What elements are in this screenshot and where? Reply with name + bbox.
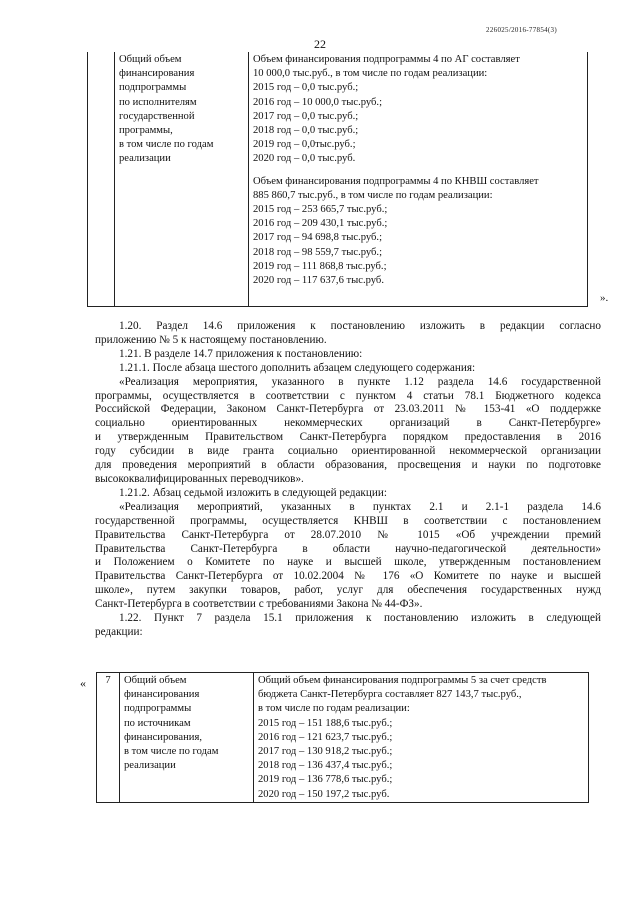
label-line: Общий объем bbox=[119, 54, 182, 65]
body-text bbox=[95, 320, 601, 640]
financing-line: 2015 год – 253 665,7 тыс.руб.; bbox=[253, 204, 388, 216]
financing-line: 10 000,0 тыс.руб., в том числе по годам реализации: bbox=[253, 68, 488, 80]
label-line: реализации bbox=[124, 760, 176, 772]
body-line: «Реализация мероприятия, указанного в пункте 1.12 раздела 14.6 государственной bbox=[119, 375, 601, 388]
body-line: программы, осуществляется в соответствии с пунктом 4 статьи 78.1 Бюджетного кодекса bbox=[95, 389, 601, 402]
label-line: подпрограммы bbox=[124, 703, 192, 715]
label-line: программы, bbox=[119, 125, 173, 137]
body-line: школе», путем закупки товаров, работ, услуг для обеспечения государственных нужд bbox=[95, 584, 601, 597]
body-line: «Реализация мероприятий, указанных в пунктах 2.1 и 2.1-1 раздела 14.6 bbox=[119, 500, 601, 513]
body-line: году субсидии в виде гранта социально ориентированной некоммерческой организации bbox=[95, 445, 601, 458]
label-line: в том числе по годам bbox=[124, 746, 219, 758]
financing-line: 2018 год – 136 437,4 тыс.руб.; bbox=[258, 760, 393, 772]
body-line: Российской Федерации, Законом Санкт-Петербурга от 23.03.2011 № 153-41 «О поддержке bbox=[95, 403, 601, 416]
label-line: реализации bbox=[119, 153, 171, 165]
label-cell bbox=[115, 52, 249, 307]
financing-line: 2017 год – 0,0 тыс.руб.; bbox=[253, 110, 359, 122]
financing-line: Объем финансирования подпрограммы 4 по АГ составляет bbox=[253, 54, 520, 65]
financing-line: 885 860,7 тыс.руб., в том числе по годам реализации: bbox=[253, 189, 493, 201]
financing-line: в том числе по годам реализации: bbox=[258, 703, 410, 715]
financing-line: 2020 год – 0,0 тыс.руб. bbox=[253, 153, 356, 165]
financing-line: 2019 год – 136 778,6 тыс.руб.; bbox=[258, 774, 393, 786]
label-line: финансирования bbox=[124, 689, 200, 701]
financing-line: Объем финансирования подпрограммы 4 по КНВШ составляет bbox=[253, 175, 539, 187]
body-line: 1.21. В разделе 14.7 приложения к постановлению: bbox=[119, 347, 363, 360]
body-line: 1.20. Раздел 14.6 приложения к постановлению изложить в редакции согласно bbox=[119, 320, 601, 332]
financing-line: бюджета Санкт-Петербурга составляет 827 143,7 тыс.руб., bbox=[258, 689, 522, 701]
closing-quote: ». bbox=[600, 292, 609, 304]
financing-line: 2019 год – 111 868,8 тыс.руб.; bbox=[253, 260, 387, 272]
body-line: 1.21.2. Абзац седьмой изложить в следующей редакции: bbox=[119, 486, 387, 499]
body-line: приложению № 5 к настоящему постановлению. bbox=[95, 333, 327, 346]
financing-table-top bbox=[87, 52, 588, 307]
body-line: редакции: bbox=[95, 625, 143, 638]
page-number: 22 bbox=[314, 37, 326, 51]
financing-line: 2017 год – 130 918,2 тыс.руб.; bbox=[258, 746, 393, 758]
financing-line: 2020 год – 117 637,6 тыс.руб. bbox=[253, 275, 384, 287]
value-cell bbox=[254, 673, 589, 803]
budget-financing-block bbox=[258, 674, 584, 802]
empty-number-cell bbox=[88, 52, 115, 307]
financing-line: 2020 год – 150 197,2 тыс.руб. bbox=[258, 788, 390, 800]
body-line: Правительства Санкт-Петербурга в области научно-педагогической деятельности» bbox=[95, 542, 601, 555]
body-line: 1.21.1. После абзаца шестого дополнить абзацем следующего содержания: bbox=[119, 361, 476, 374]
label-line: подпрограммы bbox=[119, 82, 187, 94]
body-line: и Положением о Комитете по науке и высшей школе, утвержденным постановлением bbox=[95, 556, 601, 569]
body-line: Санкт-Петербурга в соответствии с требованиями Закона № 44-ФЗ». bbox=[95, 598, 423, 611]
financing-line: Общий объем финансирования подпрограммы 5 за счет средств bbox=[258, 675, 547, 686]
body-line: 1.22. Пункт 7 раздела 15.1 приложения к постановлению изложить в следующей bbox=[119, 612, 601, 625]
financing-line: 2015 год – 0,0 тыс.руб.; bbox=[253, 82, 359, 94]
body-line: Правительства Санкт-Петербурга от 28.07.2010 № 1015 «Об учреждении премий bbox=[95, 528, 601, 541]
label-line: Общий объем bbox=[124, 675, 187, 686]
financing-line: 2016 год – 10 000,0 тыс.руб.; bbox=[253, 96, 383, 108]
label-line: по исполнителям bbox=[119, 96, 197, 108]
financing-line: 2018 год – 0,0 тыс.руб.; bbox=[253, 125, 359, 137]
row-number-cell bbox=[97, 673, 120, 803]
financing-line: 2018 год – 98 559,7 тыс.руб.; bbox=[253, 246, 383, 258]
label-line: финансирования, bbox=[124, 731, 202, 743]
label-line: финансирования bbox=[119, 68, 195, 80]
financing-line: 2016 год – 209 430,1 тыс.руб.; bbox=[253, 218, 388, 230]
body-line: и утвержденным Правительством Санкт-Петербурга порядком предоставления в 2016 bbox=[95, 431, 601, 444]
document-id: 226025/2016-77854(3) bbox=[486, 26, 557, 34]
financing-table-bottom bbox=[96, 672, 589, 803]
body-line: Правительства Санкт-Петербурга от 10.02.2004 № 176 «О Комитете по науке и высшей bbox=[95, 570, 601, 583]
body-line: государственной программы, осуществляется КНВШ в соответствии с постановлением bbox=[95, 514, 601, 527]
knvsh-financing-block bbox=[253, 175, 583, 289]
label-lines bbox=[124, 674, 249, 773]
financing-line: 2015 год – 151 188,6 тыс.руб.; bbox=[258, 717, 393, 729]
opening-quote: « bbox=[80, 676, 86, 690]
financing-line: 2019 год – 0,0тыс.руб.; bbox=[253, 139, 356, 151]
row-number: 7 bbox=[105, 675, 111, 686]
financing-line: 2016 год – 121 623,7 тыс.руб.; bbox=[258, 731, 393, 743]
label-lines bbox=[119, 53, 244, 167]
body-line: высококвалифицированных переводчиков». bbox=[95, 472, 304, 485]
label-line: государственной bbox=[119, 110, 195, 122]
label-cell bbox=[120, 673, 254, 803]
body-line: социально ориентированных некоммерческих организаций в Санкт-Петербурге» bbox=[95, 417, 601, 430]
label-line: в том числе по годам bbox=[119, 139, 214, 151]
ag-financing-block bbox=[253, 53, 583, 167]
label-line: по источникам bbox=[124, 717, 191, 729]
value-cell bbox=[249, 52, 588, 307]
financing-line: 2017 год – 94 698,8 тыс.руб.; bbox=[253, 232, 383, 244]
body-line: для проведения мероприятий в области образования, просвещения и науки по подготовке bbox=[95, 459, 601, 472]
